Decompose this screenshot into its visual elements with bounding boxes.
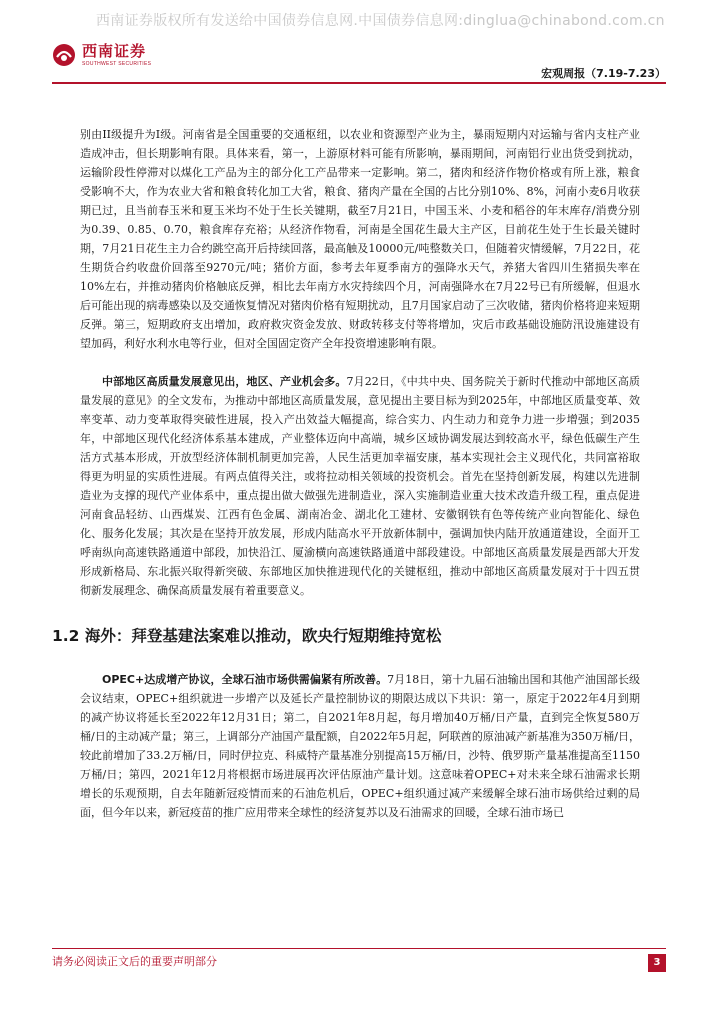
paragraph-text-central-region: 7月22日，《中共中央、国务院关于新时代推动中部地区高质量发展的意见》的全文发布，为推动中部地区高质量发展，意见提出主要目标为到2025年，中部地区质量变革、效率变革、动力变革取得突破性进展，投入产出效益大幅提高，综合实力、内生动力和竞争力进一步增强；到2035年，中部地区现代化经济体系基本建成，产业整体迈向中高端，城乡区域协调发展达到较高水平，绿色低碳生产生活方式基本形成，开放型经济体制机制更加完善，人民生活更加幸福安康，基本实现社会主义现代化，共同富裕取得更为明显的实质性进展。有两点值得关注，或将拉动相关领域的投资机会。首先在坚持创新发展，构建以先进制造业为支撑的现代产业体系中，重点提出做大做强先进制造业，深入实施制造业重大技术改造升级工程，重点促进河南食品轻纺、山西煤炭、江西有色金属、湖南冶金、湖北化工建材、安徽钢铁有色等传统产业向智能化、绿色化、服务化发展；其次是在坚持开放发展，形成内陆高水平开放新体制中，强调加快内陆开放通道建设，全面开工呼南纵向高速铁路通道中部段，加快沿江、厦渝横向高速铁路通道中部段建设。中部地区高质量发展是西部大开发形成新格局、东北振兴取得新突破、东部地区加快推进现代化的关键枢纽，推动中部地区高质量发展对于十四五贯彻新发展理念、确保高质量发展有着重要意义。 <box>80 375 641 597</box>
paragraph-lead-central-region: 中部地区高质量发展意见出，地区、产业机会多。 <box>102 375 347 388</box>
paragraph-text-opec: 7月18日，第十九届石油输出国和其他产油国部长级会议结束，OPEC+组织就进一步增产以及延长产量控制协议的期限达成以下共识：第一，原定于2022年4月到期的减产协议将延长至2022年12月31日；第二，自2021年8月起，每月增加40万桶/日产量，直到完全恢复580万桶/日的主动减产量；第三，上调部分产油国产量配额，自2022年5月起，阿联酋的原油减产新基准为350万桶/日，较此前增加了33.2万桶/日，同时伊拉克、科威特产量基准分别提高15万桶/日，沙特、俄罗斯产量基准提高至1150万桶/日；第四，2021年12月将根据市场进展再次评估原油产量计划。这意味着OPEC+对未来全球石油需求长期增长的乐观预期，自去年随新冠疫情而来的石油危机后，OPEC+组织通过减产来缓解全球石油市场供给过剩的局面，但今年以来，新冠疫苗的推广应用带来全球性的经济复苏以及石油需求的回暖，全球石油市场已 <box>80 673 641 819</box>
footer-disclaimer: 请务必阅读正文后的重要声明部分 <box>52 955 217 968</box>
footer-divider <box>52 948 666 949</box>
section-heading: 1.2 海外：拜登基建法案难以推动，欧央行短期维持宽松 <box>52 627 442 645</box>
logo <box>52 43 151 67</box>
report-title: 宏观周报（7.19-7.23） <box>541 67 666 80</box>
header-divider <box>52 82 666 84</box>
page-number: 3 <box>648 954 666 972</box>
paragraph-lead-opec: OPEC+达成增产协议，全球石油市场供需偏紧有所改善。 <box>102 673 388 686</box>
logo-english: SOUTHWEST SECURITIES <box>82 60 152 67</box>
paragraph-opec <box>80 670 640 822</box>
watermark-text: 西南证券版权所有发送给中国债券信息网.中国债券信息网:dinglua@chinabond.com.cn <box>96 13 665 29</box>
main-content <box>52 125 641 841</box>
logo-icon <box>52 43 76 67</box>
logo-name: 西南证券 <box>82 41 147 60</box>
paragraph-henan-impact: 别由II级提升为I级。河南省是全国重要的交通枢纽，以农业和资源型产业为主，暴雨短期内对运输与省内支柱产业造成冲击，但长期影响有限。具体来看，第一，上游原材料可能有所影响，暴雨期间，河南铝行业出货受到扰动，运输阶段性停滞对以煤化工产品为主的部分化工产品带来一定影响。第二，猪肉和经济作物价格或有所上涨，粮食受影响不大，作为农业大省和粮食转化加工大省，粮食、猪肉产量在全国的占比分别10%、8%，河南小麦6月收获期已过，且当前春玉米和夏玉米均不处于生长关键期，截至7月21日，中国玉米、小麦和稻谷的年末库存/消费分别为0.39、0.85、0.70，粮食库存充裕；从经济作物看，河南是全国花生最大主产区，目前花生处于生长最关键时期，7月21日花生主力合约跳空高开后持续回落，最高触及10000元/吨整数关口，但随着灾情缓解，7月22日，花生期货合约收盘价回落至9270元/吨；猪价方面，参考去年夏季南方的强降水天气，养猪大省四川生猪损失率在10%左右，并推动猪肉价格触底反弹，相比去年南方水灾持续四个月，河南强降水在7月22号已有所缓解，但退水后可能出现的病毒感染以及交通恢复情况对猪肉价格有短期扰动，且7月国家启动了三次收储，猪肉价格将迎来短期反弹。第三，短期政府支出增加，政府救灾资金发放、财政转移支付等将增加，灾后市政基础设施防汛设施建设有望加码，利好水利水电等行业，但对全国固定资产全年投资增速影响有限。 <box>80 128 640 350</box>
paragraph-central-region <box>80 372 640 600</box>
